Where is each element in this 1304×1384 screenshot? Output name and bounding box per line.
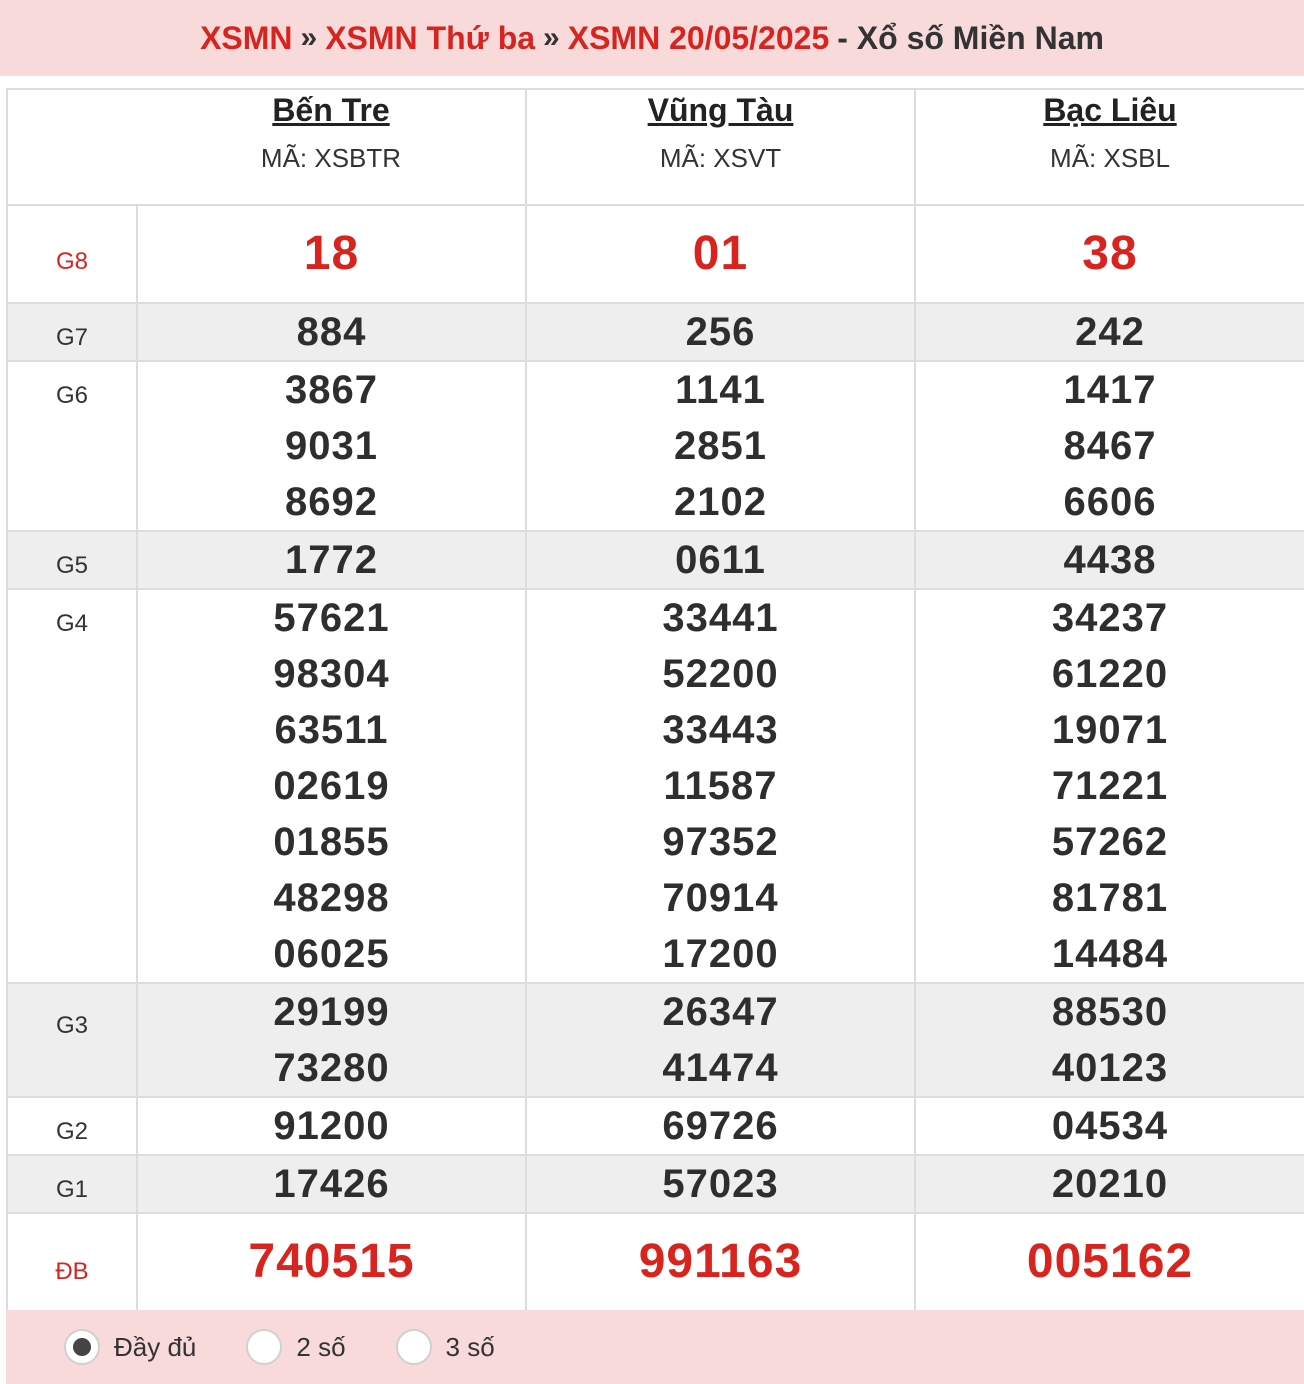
prize-number: 02619 — [273, 764, 390, 808]
breadcrumb-link-xsmn-date[interactable]: XSMN 20/05/2025 — [567, 19, 830, 56]
prize-number: 9031 — [285, 424, 378, 468]
prize-number: 256 — [685, 310, 756, 354]
prize-number: 38 — [1082, 227, 1138, 280]
prize-number: 57621 — [273, 596, 390, 640]
option-full[interactable] — [64, 1329, 196, 1365]
prize-cell — [137, 1213, 526, 1311]
prize-cell — [915, 1213, 1304, 1311]
prize-number: 8692 — [285, 480, 378, 524]
province-link-ben-tre[interactable]: Bến Tre — [272, 92, 390, 128]
prize-label: G2 — [7, 1097, 137, 1155]
prize-number: 0611 — [675, 538, 766, 582]
prize-number: 52200 — [662, 652, 779, 696]
prize-number: 91200 — [273, 1104, 390, 1148]
prize-number: 71221 — [1051, 764, 1169, 808]
prize-cell — [526, 1097, 915, 1155]
prize-number: 1772 — [285, 538, 378, 582]
prize-row-g7 — [7, 303, 1304, 361]
prize-row-g5 — [7, 531, 1304, 589]
prize-number: 88530 — [1051, 990, 1169, 1034]
prize-number: 14484 — [1051, 932, 1169, 976]
prize-number: 70914 — [662, 876, 779, 920]
radio-button[interactable] — [246, 1329, 282, 1365]
prize-number: 4438 — [1063, 538, 1157, 582]
prize-label: G5 — [7, 531, 137, 589]
prize-cell — [137, 531, 526, 589]
prize-label: ĐB — [7, 1213, 137, 1311]
prize-row-g3 — [7, 983, 1304, 1097]
breadcrumb-link-xsmn[interactable]: XSMN — [200, 19, 293, 56]
results-table — [6, 88, 1304, 1312]
prize-number: 33441 — [662, 596, 779, 640]
prize-row-g1 — [7, 1155, 1304, 1213]
prize-cell — [526, 983, 915, 1097]
prize-number: 3867 — [285, 368, 378, 412]
breadcrumb-link-xsmn-thu-ba[interactable]: XSMN Thứ ba — [325, 19, 536, 56]
prize-cell — [137, 205, 526, 303]
province-code: MÃ: XSBL — [1050, 143, 1170, 173]
prize-number: 61220 — [1051, 652, 1169, 696]
prize-number: 57262 — [1051, 820, 1169, 864]
prize-number: 20210 — [1051, 1162, 1169, 1206]
radio-button[interactable] — [396, 1329, 432, 1365]
prize-label: G6 — [7, 361, 137, 531]
prize-label: G3 — [7, 983, 137, 1097]
prize-number: 01855 — [273, 820, 390, 864]
option-label: Đầy đủ — [114, 1331, 197, 1362]
province-code: MÃ: XSBTR — [260, 143, 402, 173]
prize-number: 57023 — [662, 1162, 779, 1206]
prize-cell — [915, 531, 1304, 589]
prize-cell — [137, 361, 526, 531]
option-label: 3 số — [445, 1331, 495, 1362]
prize-number: 19071 — [1051, 708, 1169, 752]
province-header — [137, 89, 526, 205]
prize-cell — [137, 1155, 526, 1213]
prize-number: 69726 — [662, 1104, 779, 1148]
prize-number: 17200 — [662, 932, 779, 976]
prize-cell — [137, 589, 526, 983]
prize-number: 2851 — [674, 424, 767, 468]
prize-cell — [915, 983, 1304, 1097]
page-title: - Xổ số Miền Nam — [837, 19, 1104, 56]
prize-number: 97352 — [662, 820, 779, 864]
prize-cell — [915, 1155, 1304, 1213]
prize-number: 04534 — [1051, 1104, 1169, 1148]
prize-number: 40123 — [1051, 1046, 1169, 1090]
prize-label: G4 — [7, 589, 137, 983]
prize-number: 73280 — [273, 1046, 390, 1090]
prize-number: 33443 — [662, 708, 779, 752]
prize-cell — [915, 303, 1304, 361]
prize-number: 98304 — [273, 652, 390, 696]
radio-button-checked[interactable] — [64, 1329, 100, 1365]
prize-number: 06025 — [273, 932, 390, 976]
prize-cell — [526, 589, 915, 983]
prize-number: 63511 — [274, 708, 389, 752]
province-link-vung-tau[interactable]: Vũng Tàu — [647, 92, 794, 128]
province-link-bac-lieu[interactable]: Bạc Liêu — [1043, 92, 1177, 128]
prize-row-g2 — [7, 1097, 1304, 1155]
prize-row-db — [7, 1213, 1304, 1311]
prize-number: 6606 — [1063, 480, 1157, 524]
prize-cell — [915, 205, 1304, 303]
prize-cell — [526, 205, 915, 303]
breadcrumb-separator: » — [543, 21, 560, 54]
prize-number: 005162 — [1026, 1235, 1194, 1288]
prize-label: G8 — [7, 205, 137, 303]
prize-cell — [137, 1097, 526, 1155]
prize-cell — [915, 361, 1304, 531]
prize-number: 740515 — [248, 1235, 415, 1288]
prize-cell — [526, 1155, 915, 1213]
province-header-row — [7, 89, 1304, 205]
prize-number: 11587 — [663, 764, 778, 808]
prize-row-g6 — [7, 361, 1304, 531]
prize-number: 29199 — [273, 990, 390, 1034]
prize-row-g4 — [7, 589, 1304, 983]
prize-number: 81781 — [1051, 876, 1169, 920]
prize-number: 1417 — [1063, 368, 1157, 412]
option-2-digits[interactable] — [246, 1329, 345, 1365]
prize-number: 26347 — [662, 990, 779, 1034]
prize-label: G1 — [7, 1155, 137, 1213]
prize-number: 18 — [303, 227, 360, 280]
prize-number: 41474 — [662, 1046, 779, 1090]
prize-cell — [915, 589, 1304, 983]
prize-number: 884 — [296, 310, 367, 354]
province-code: MÃ: XSVT — [659, 143, 782, 173]
prize-row-g8 — [7, 205, 1304, 303]
prize-number: 17426 — [273, 1162, 390, 1206]
prize-cell — [526, 303, 915, 361]
prize-cell — [526, 361, 915, 531]
display-options-bar — [6, 1310, 1304, 1384]
prize-number: 1141 — [675, 368, 766, 412]
prize-number: 01 — [692, 227, 749, 280]
province-header — [915, 89, 1304, 205]
prize-cell — [526, 1213, 915, 1311]
prize-label: G7 — [7, 303, 137, 361]
breadcrumb — [0, 0, 1304, 76]
header-spacer — [7, 89, 137, 205]
option-3-digits[interactable] — [396, 1329, 495, 1365]
prize-number: 8467 — [1063, 424, 1157, 468]
province-header — [526, 89, 915, 205]
prize-number: 2102 — [674, 480, 767, 524]
prize-number: 34237 — [1051, 596, 1169, 640]
prize-number: 991163 — [638, 1235, 803, 1288]
option-label: 2 số — [296, 1331, 346, 1362]
prize-number: 242 — [1075, 310, 1145, 354]
prize-cell — [137, 303, 526, 361]
prize-cell — [526, 531, 915, 589]
breadcrumb-separator: » — [300, 21, 318, 54]
prize-cell — [915, 1097, 1304, 1155]
prize-cell — [137, 983, 526, 1097]
prize-number: 48298 — [273, 876, 390, 920]
